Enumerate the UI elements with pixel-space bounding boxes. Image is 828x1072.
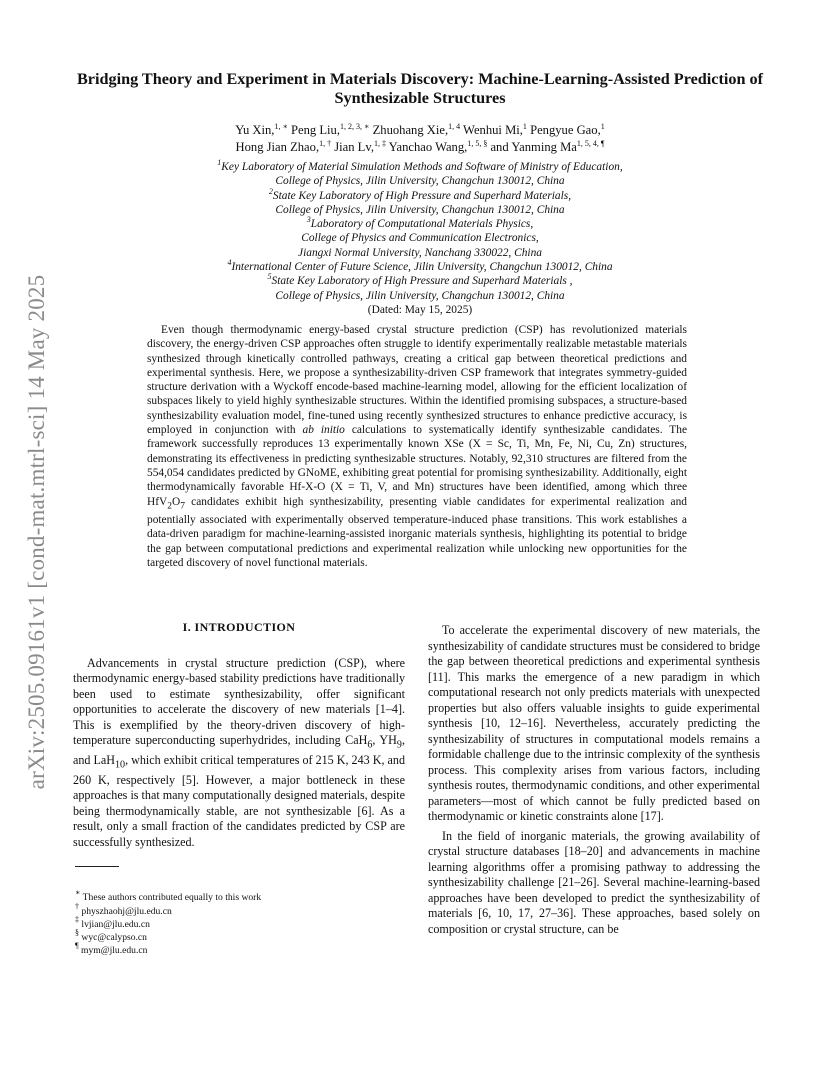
arxiv-identifier: arXiv:2505.09161v1 [cond-mat.mtrl-sci] 14 May 2025 xyxy=(24,274,49,790)
author-list: Yu Xin,$^{1, ∗}$ Peng Liu,$^{1, 2, 3, ∗}$ Zhuohang Xie,$^{1, 4}$ Wenhui Mi,$^1$ Pengyue Gao,$^1$ Hong Jian Zhao,$^{1, \dagger}$ Jian Lv,$^{1, \ddagger}$ Yanchao Wang,$^{1, 5, \S}$ and Yanming $Ma^{1, 5, 4, \P}$ xyxy=(235,122,605,154)
footnotes xyxy=(73,888,405,957)
affiliation-list: $^1$Key Laboratory of Material Simulation Methods and Software of Ministry of Education, College of Physics, Jilin University, Changchun 130012, China $^2$State Key Laboratory of High Pressure and Superhard Materials, College of Physics, Jilin University, Changchun 130012, China $^3$Laboratory of Computational Materials Physics, College of Physics and Communication Electronics, Jiangxi Normal University, Nanchang 330022, China $^4$International Center of Future Science, Jilin University, Changchun 130012, China $^5$State Key Laboratory of High Pressure and Superhard Materials , College of Physics, Jilin University, Changchun 130012, China xyxy=(217,158,623,302)
date-line: (Dated: May 15, 2025) xyxy=(367,303,473,316)
footnote-rule xyxy=(75,866,119,867)
abstract: Even though thermodynamic energy-based crystal structure prediction (CSP) has revolutionized materials discovery, the energy-driven CSP approaches often struggle to identify experimentally realizable metastable materials synthesized through kinetically controlled pathways, creating a critical gap between theoretical predictions and experimental synthesis. Here, we propose a synthesizability-driven CSP framework that integrates symmetry-guided structure derivation with a Wyckoff encode-based machine-learning model, allowing for the efficient localization of subspaces likely to yield highly synthesizable structures. Within the identified promising subspaces, a structure-based synthesizability evaluation model, fine-tuned using recently synthesized structures to enhance predictive accuracy, is employed in conjunction with ab initio calculations to systematically identify synthesizable candidates. The framework successfully reproduces 13 experimentally known XSe (X = Sc, Ti, Mn, Fe, Ni, Cu, Zn) structures, demonstrating its effectiveness in predicting synthesizable structures. Notably, 92,310 structures are filtered from the 554,054 candidates predicted by GNoME, exhibiting great potential for promising synthesizability. Additionally, eight thermodynamically favorable Hf-X-O (X = Ti, V, and Mn) structures have been identified, among which three $HfV_2O_7$ candidates exhibit high synthesizability, presenting viable candidates for experimental realization and potentially associated with experimentally observed temperature-induced phase transitions. This work establishes a data-driven paradigm for machine-learning-assisted inorganic materials synthesis, highlighting its potential to bridge the gap between computational predictions and experimental realization while unlocking new opportunities for the targeted discovery of novel functional materials. xyxy=(147,324,687,570)
footnote-email-wang: § wyc@calypso.cn xyxy=(75,927,147,943)
footnote-email-ma: ¶ mym@jlu.edu.cn xyxy=(75,941,148,957)
footnote-equal-contribution: ∗ These authors contributed equally to this work xyxy=(75,888,262,904)
footnote-email-zhao: † physzhaohj@jlu.edu.cn xyxy=(75,901,172,917)
right-column xyxy=(428,623,760,937)
arxiv-sidebar-stamp xyxy=(12,232,62,832)
left-column xyxy=(73,620,405,957)
section-heading: I. INTRODUCTION xyxy=(182,620,296,634)
affiliations xyxy=(70,160,770,317)
intro-paragraph-3: In the field of inorganic materials, the growing availability of crystal structure databases [18–20] and advancements in machine learning algorithms offer a promising pathway to addressing the synthesizability challenge [21–26]. Several machine-learning-based approaches have been developed to predict the synthesizability of materials [6, 10, 17, 27–36]. These approaches, based solely on composition or crystal structure, can be xyxy=(428,828,760,936)
intro-paragraph-2: To accelerate the experimental discovery of new materials, the synthesizability of candidate structures must be considered to bridge the gap between theoretical predictions and experimental synthesis [11]. This marks the emergence of a new paradigm in which computational research not only predicts materials with unexpected properties but also offers valuable insights to guide experimental synthesis [10, 12–16]. Nevertheless, accurately predicting the synthesizability of structures in computational models remains a formidable challenge due to the intrinsic complexity of the synthesis process. This complexity arises from various factors, including synthesis routes, thermodynamic conditions, and other experimental parameters—most of which cannot be fully predicted based on thermodynamic or kinetic constraints alone [17]. xyxy=(428,623,760,823)
paper-title: Bridging Theory and Experiment in Materials Discovery: Machine-Learning-Assisted Prediction of Synthesizable Structures xyxy=(77,70,763,107)
footnote-email-lv: ‡ lvjian@jlu.edu.cn xyxy=(75,914,150,930)
intro-paragraph-1: Advancements in crystal structure prediction (CSP), where thermodynamic energy-based stability predictions have traditionally been used to estimate synthesizability, offer significant opportunities to accelerate the discovery of new materials [1–4]. This is exemplified by the theory-driven discovery of high-temperature superconducting superhydrides, including CaH$_6$, $YH_9$, and LaH$_{10}$, which exhibit critical temperatures of 215 K, 243 K, and 260 K, respectively [5]. However, a major bottleneck in these approaches is that many computationally designed materials, despite being thermodynamically stable, are not synthesizable [6]. As a result, only a small fraction of the candidates predicted by CSP are successfully synthesized. xyxy=(73,655,405,849)
